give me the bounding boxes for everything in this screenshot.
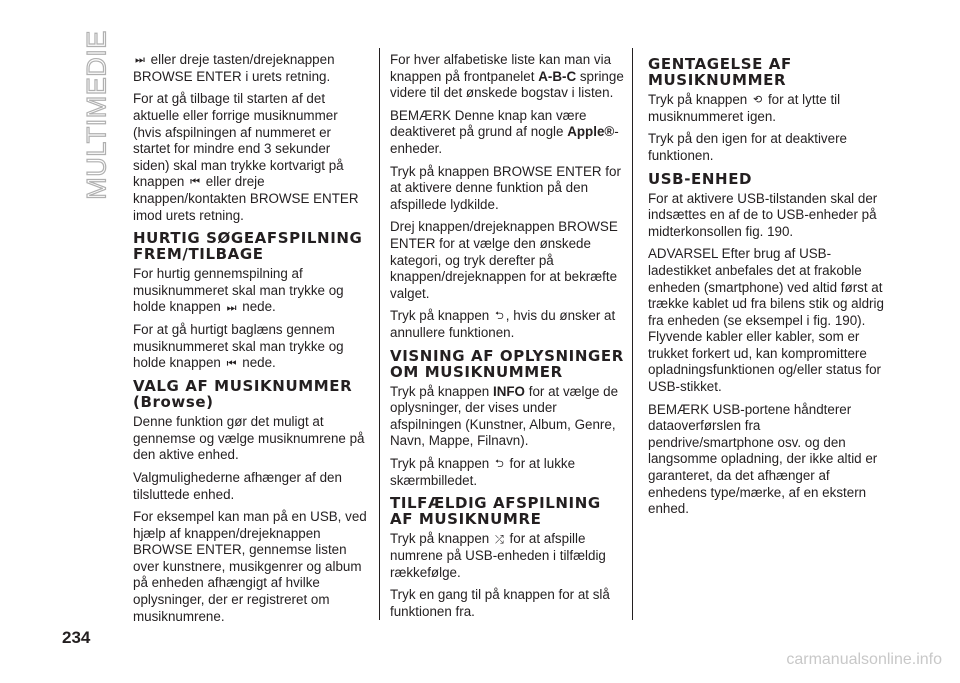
paragraph [648, 92, 884, 125]
paragraph-text: For hver alfabetiske liste kan man via knappen på frontpanelet [390, 52, 612, 84]
paragraph-text: eller dreje knappen/kontakten BROWSE ENTER imod urets retning. [133, 174, 359, 223]
paragraph: Valgmulighederne afhænger af den tilsluttede enhed. [133, 469, 342, 502]
paragraph: For at aktivere USB-tilstanden skal der indsættes en af de to USB-enheder på midterkonsollen fig. 190. [648, 190, 878, 239]
paragraph-text: eller dreje tasten/drejeknappen BROWSE ENTER i urets retning. [133, 52, 335, 84]
back-icon: ⮌ [494, 310, 504, 323]
paragraph-text: Tryk på knappen [648, 92, 748, 107]
info-button-label: INFO [492, 383, 525, 399]
next-track-icon: ⏭ [135, 54, 145, 67]
paragraph [390, 384, 626, 450]
paragraph-text: Tryk på knappen [390, 456, 490, 472]
section-heading: VISNING AF OPLYSNINGER OM MUSIKNUMMER [390, 346, 624, 381]
apple-brand-label: Apple® [567, 124, 615, 140]
paragraph-text: For at gå tilbage til starten af det aktuelle eller forrige musiknummer (hvis afspilningen af nummeret er startet for mindre end 3 sekunder siden) skal man trykke kortvarigt på knappen [133, 91, 344, 190]
paragraph [133, 91, 369, 224]
paragraph-text: for at lytte til musiknummeret igen. [648, 92, 841, 124]
page-number: 234 [62, 628, 91, 647]
paragraph: Drej knappen/drejeknappen BROWSE ENTER for at vælge den ønskede kategori, og tryk derefter på knappen/drejeknappen for at bekræfte valget. [390, 219, 618, 301]
paragraph-text: Tryk på knappen [390, 308, 490, 324]
paragraph [390, 531, 626, 581]
paragraph: Tryk på den igen for at deaktivere funktionen. [648, 131, 847, 163]
paragraph [133, 266, 369, 316]
paragraph-text: , hvis du ønsker at annullere funktionen. [390, 308, 616, 341]
paragraph-text: Tryk på knappen [390, 531, 490, 547]
paragraph [133, 322, 369, 372]
shuffle-icon: ⤮ [494, 533, 504, 546]
paragraph-text: for at vælge de oplysninger, der vises under afspilningen (Kunstner, Album, Genre, Navn, Mappe, Filnavn). [390, 383, 619, 449]
paragraph [133, 52, 369, 85]
paragraph: For eksempel kan man på en USB, ved hjælp af knappen/drejeknappen BROWSE ENTER, gennemse listen over kunstnere, musikgenrer og album på enheden afhængigt af hvilke oplysninger, der er registreret om musiknumrene. [133, 509, 367, 624]
abc-button-label: A-B-C [538, 68, 577, 84]
back-icon: ⮌ [494, 458, 504, 471]
paragraph-text: for at afspille numrene på USB-enheden i tilfældig rækkefølge. [390, 531, 606, 580]
section-heading: HURTIG SØGEAFSPILNING FREM/TILBAGE [133, 229, 363, 264]
paragraph-text: BEMÆRK Denne knap kan være deaktiveret på grund af nogle [390, 107, 587, 140]
paragraph-text: -enheder. [390, 124, 619, 156]
section-heading: GENTAGELSE AF MUSIKNUMMER [648, 55, 792, 89]
paragraph-text: For hurtig gennemspilning af musiknummeret skal man trykke og holde knappen [133, 266, 344, 315]
section-heading: USB-ENHED [648, 169, 753, 188]
previous-track-icon: ⏮ [226, 357, 237, 370]
column-3 [648, 52, 884, 524]
section-heading: TILFÆLDIG AFSPILNING AF MUSIKNUMRE [390, 494, 601, 529]
paragraph [390, 52, 626, 102]
previous-track-icon: ⏮ [190, 176, 201, 189]
paragraph-text: nede. [242, 299, 276, 315]
paragraph: Tryk en gang til på knappen for at slå funktionen fra. [390, 587, 610, 619]
paragraph [390, 108, 626, 158]
paragraph-text: Tryk på knappen [390, 383, 490, 399]
footer-watermark: carmanualsonline.info [786, 651, 942, 668]
paragraph-text: springe videre til det ønskede bogstav i listen. [390, 68, 624, 101]
paragraph: BEMÆRK USB-portene håndterer dataoverførslen fra pendrive/smartphone osv. og den langsomme opladning, der ikke altid er garanteret, da det afhænger af enhedens type/mærke, af en ekstern enhed. [648, 401, 878, 517]
column-divider [632, 48, 633, 620]
column-1 [133, 52, 369, 631]
paragraph [390, 456, 626, 489]
section-title: MULTIMEDIE [81, 30, 112, 200]
paragraph: Tryk på knappen BROWSE ENTER for at aktivere denne funktion på den afspillede lydkilde. [390, 163, 621, 212]
section-heading: VALG AF MUSIKNUMMER (Browse) [133, 377, 353, 412]
column-2 [390, 52, 626, 627]
next-track-icon: ⏭ [226, 301, 237, 314]
paragraph: Denne funktion gør det muligt at gennemse og vælge musiknumrene på den aktive enhed. [133, 414, 365, 463]
paragraph: ADVARSEL Efter brug af USB-ladestikket anbefales det at frakoble enheden (smartphone) ved altid først at trække kablet ud fra bilens stik og aldrig fra enheden (se eksempel i fig. 190). Flyvende kabler eller kabler, som er trukket forkert ud, kan kompromittere opladningsfunktionen og/eller status for USB-stikket. [648, 246, 884, 395]
paragraph-text: For at gå hurtigt baglæns gennem musiknummeret skal man trykke og holde knappen [133, 322, 344, 371]
section-tab [80, 30, 114, 200]
repeat-icon: ⟲ [752, 94, 763, 107]
paragraph-text: nede. [242, 355, 276, 371]
paragraph [390, 308, 626, 341]
paragraph-text: for at lukke skærmbilledet. [390, 456, 576, 488]
column-divider [379, 48, 380, 620]
